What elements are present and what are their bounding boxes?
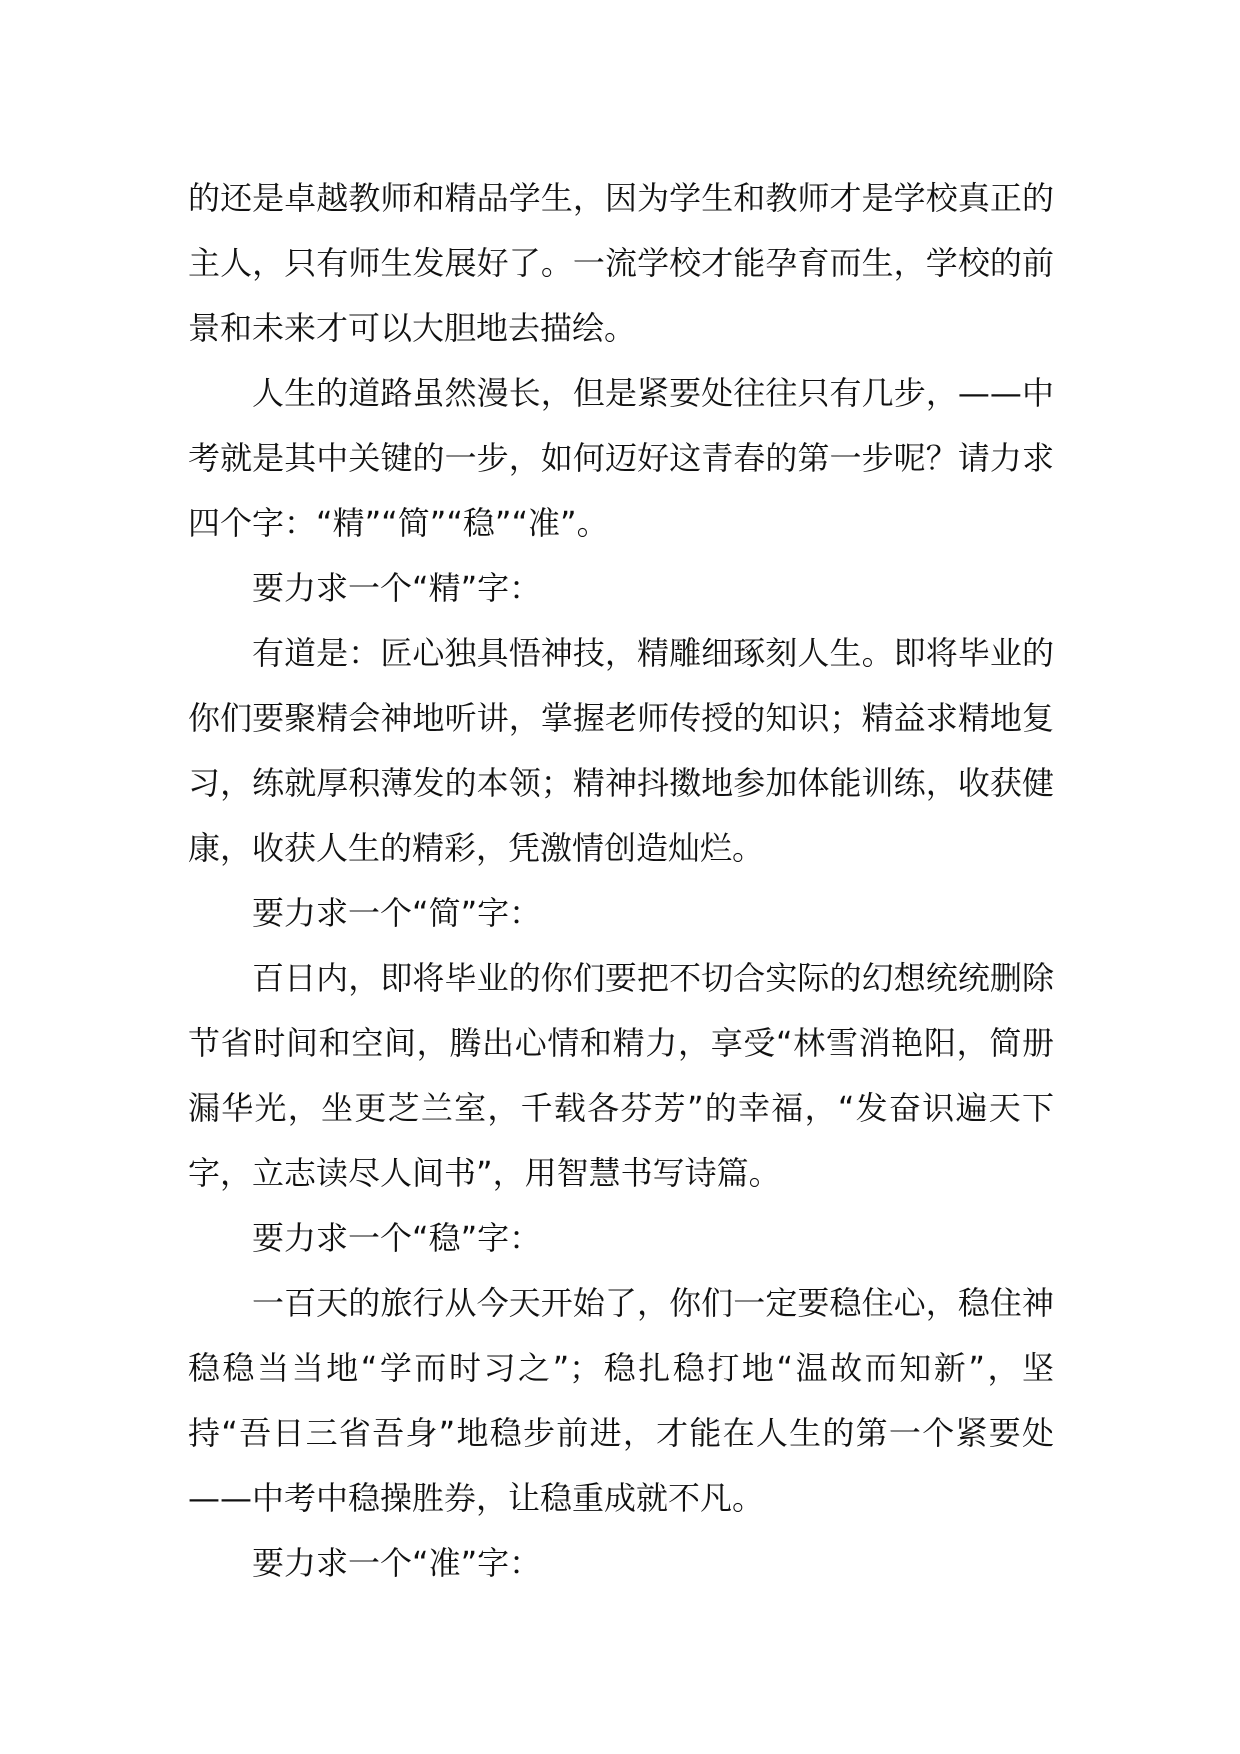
document-body	[188, 166, 1054, 1596]
paragraph: 百日内，即将毕业的你们要把不切合实际的幻想统统删除节省时间和空间，腾出心情和精力，享受“林雪消艳阳，简册漏华光，坐更芝兰室，千载各芬芳”的幸福，“发奋识遍天下字，立志读尽人间书”，用智慧书写诗篇。	[188, 959, 1054, 1192]
paragraph: 人生的道路虽然漫长，但是紧要处往往只有几步，——中考就是其中关键的一步，如何迈好这青春的第一步呢？请力求四个字：“精”“简”“稳”“准”。	[188, 374, 1054, 542]
paragraph: 的还是卓越教师和精品学生，因为学生和教师才是学校真正的主人，只有师生发展好了。一流学校才能孕育而生，学校的前景和未来才可以大胆地去描绘。	[188, 179, 1054, 347]
section-heading: 要力求一个“准”字：	[252, 1544, 542, 1582]
paragraph: 有道是：匠心独具悟神技，精雕细琢刻人生。即将毕业的你们要聚精会神地听讲，掌握老师传授的知识；精益求精地复习，练就厚积薄发的本领；精神抖擞地参加体能训练，收获健康，收获人生的精彩，凭激情创造灿烂。	[188, 634, 1054, 867]
section-heading: 要力求一个“稳”字：	[252, 1219, 542, 1257]
section-heading: 要力求一个“简”字：	[252, 894, 542, 932]
paragraph: 一百天的旅行从今天开始了，你们一定要稳住心，稳住神稳稳当当地“学而时习之”；稳扎稳打地“温故而知新”，坚持“吾日三省吾身”地稳步前进，才能在人生的第一个紧要处——中考中稳操胜券，让稳重成就不凡。	[188, 1284, 1054, 1517]
section-heading: 要力求一个“精”字：	[252, 569, 542, 607]
